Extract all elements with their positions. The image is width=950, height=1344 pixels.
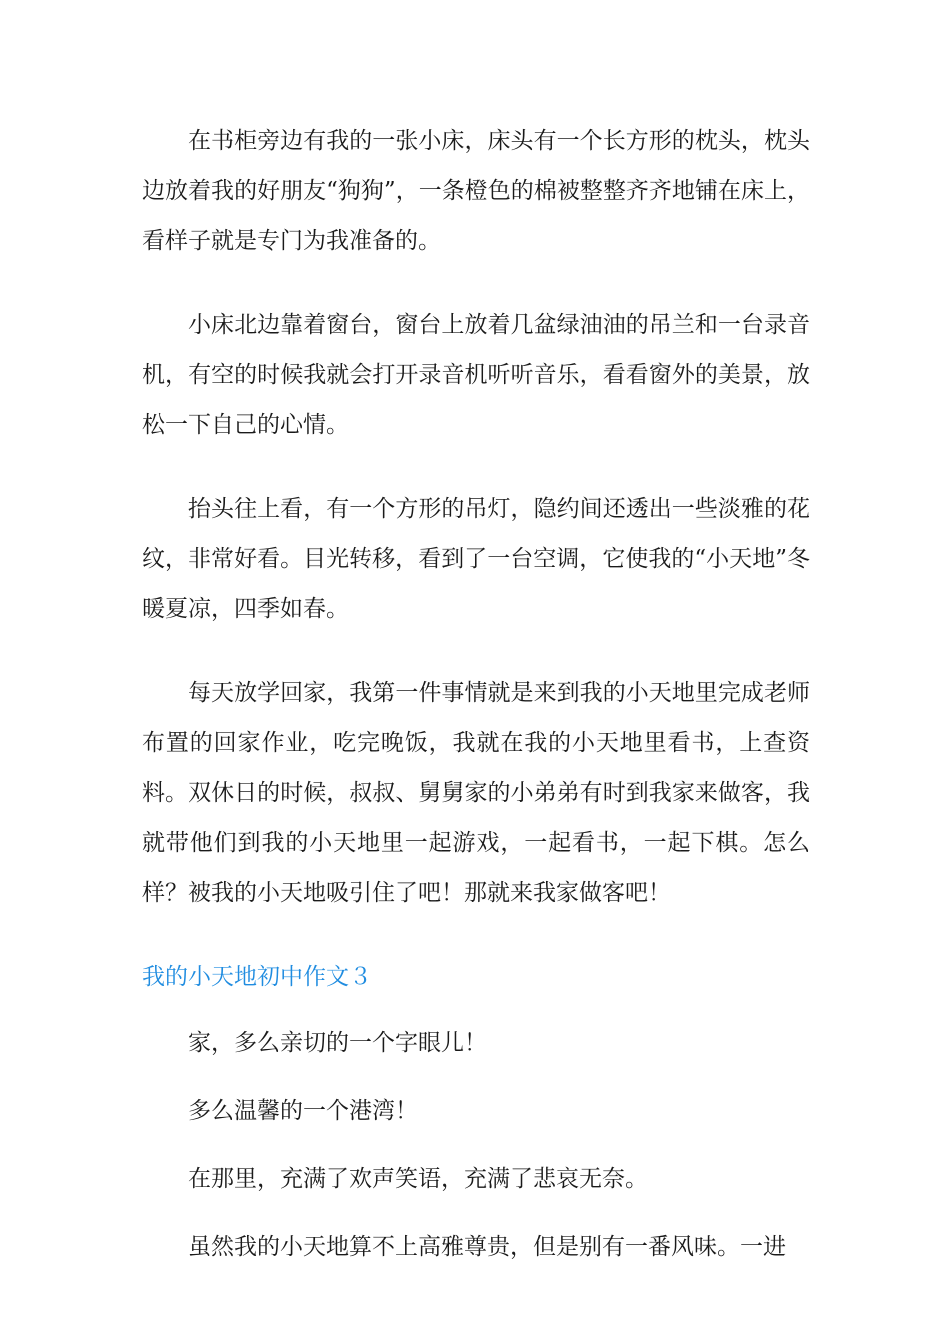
paragraph-windowsill: 小床北边靠着窗台，窗台上放着几盆绿油油的吊兰和一台录音机，有空的时候我就会打开录音机听听音乐，看看窗外的美景，放松一下自己的心情。 [142, 312, 810, 438]
paragraph-laughter: 在那里，充满了欢声笑语，充满了悲哀无奈。 [188, 1166, 648, 1192]
paragraph-harbor: 多么温馨的一个港湾！ [188, 1098, 418, 1124]
section-heading: 我的小天地初中作文３ [142, 964, 372, 990]
paragraph-flavor: 虽然我的小天地算不上高雅尊贵，但是别有一番风味。一进 [188, 1234, 786, 1260]
paragraph-bed: 在书柜旁边有我的一张小床，床头有一个长方形的枕头，枕头边放着我的好朋友“狗狗”，一条橙色的棉被整整齐齐地铺在床上，看样子就是专门为我准备的。 [142, 128, 810, 254]
paragraph-home-word: 家，多么亲切的一个字眼儿！ [188, 1030, 487, 1056]
paragraph-daily-routine: 每天放学回家，我第一件事情就是来到我的小天地里完成老师布置的回家作业，吃完晚饭，我就在我的小天地里看书，上查资料。双休日的时候，叔叔、舅舅家的小弟弟有时到我家来做客，我就带他们到我的小天地里一起游戏，一起看书，一起下棋。怎么样？被我的小天地吸引住了吧！那就来我家做客吧！ [142, 680, 810, 906]
document-body [142, 116, 810, 1290]
paragraph-ceiling-lamp: 抬头往上看，有一个方形的吊灯，隐约间还透出一些淡雅的花纹，非常好看。目光转移，看到了一台空调，它使我的“小天地”冬暖夏凉，四季如春。 [142, 496, 810, 622]
